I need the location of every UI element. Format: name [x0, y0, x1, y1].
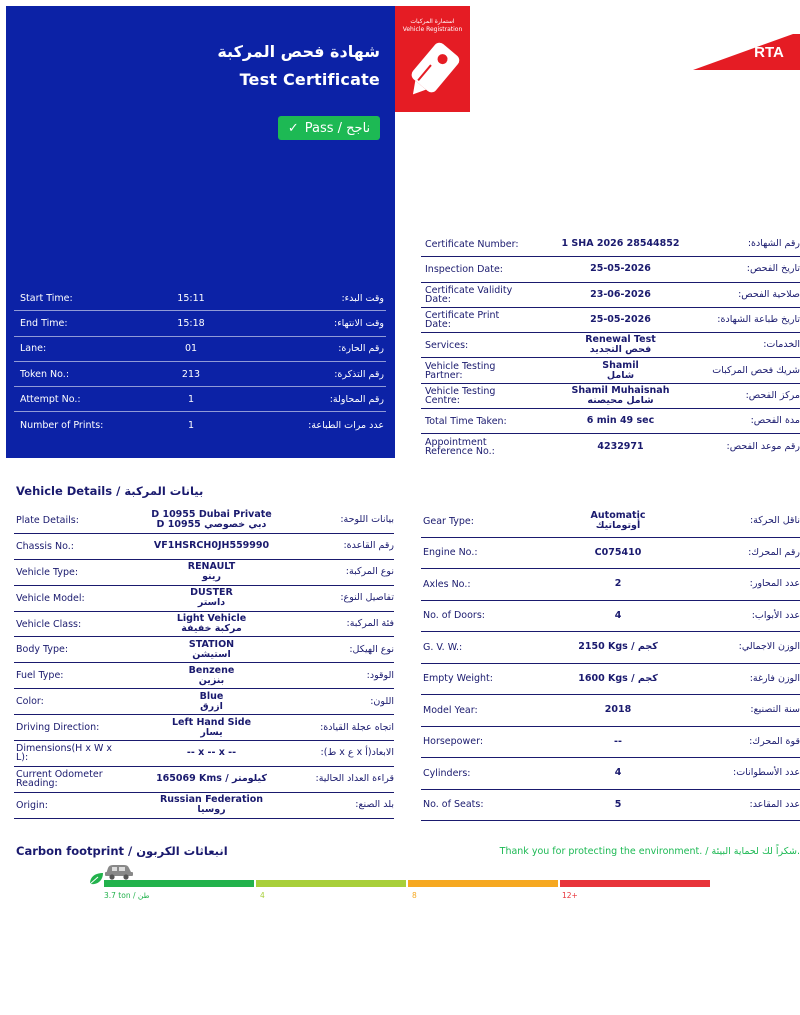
vehicle-detail-label: Body Type:: [16, 644, 69, 656]
certificate-info-row: [421, 232, 800, 257]
vehicle-detail-row: [14, 715, 394, 741]
certificate-info-list: [421, 232, 800, 460]
vehicle-detail-row: [14, 560, 394, 586]
certificate-info-label: Vehicle Testing Centre:: [425, 385, 496, 406]
vehicle-detail-row: [14, 612, 394, 638]
certificate-info-value: [521, 386, 700, 406]
carbon-scale-8: 8: [412, 891, 417, 900]
vehicle-detail-row: [421, 727, 800, 759]
vr-logo-english: Vehicle Registration: [402, 26, 463, 33]
title-english: Test Certificate: [239, 70, 380, 89]
vehicle-detail-value-ar: ازرق: [200, 700, 223, 712]
vehicle-detail-value-en: D 10955 Dubai Private: [151, 509, 272, 521]
certificate-info-label-ar: صلاحية الفحص:: [738, 288, 800, 300]
key-tag-icon: [403, 42, 463, 104]
certificate-info-value-en: 6 min 49 sec: [586, 415, 655, 427]
certificate-info-label: Services:: [425, 339, 469, 351]
vehicle-detail-value-en: 1600 Kgs / كجم: [578, 672, 658, 684]
certificate-info-label: Certificate Number:: [425, 238, 519, 250]
certificate-info-value: [521, 315, 700, 325]
test-info-value: 15:11: [177, 292, 205, 304]
check-icon: ✓: [287, 120, 299, 136]
vehicle-detail-value-ar: مركبة خفيفة: [181, 623, 242, 634]
vehicle-detail-label: Vehicle Class:: [16, 618, 82, 630]
vehicle-detail-label: Cylinders:: [423, 767, 471, 779]
vehicle-detail-label-ar: عدد الأبواب:: [751, 609, 800, 621]
carbon-value-label: 3.7 ton / طن: [104, 891, 150, 900]
carbon-footprint-title: Carbon footprint / انبعاثات الكربون: [16, 844, 228, 858]
vehicle-detail-label: No. of Doors:: [423, 610, 485, 622]
certificate-info-value-ar: شامل محيصنه: [587, 394, 654, 406]
certificate-info-label: Total Time Taken:: [425, 415, 507, 427]
vehicle-detail-label-ar: بلد الصنع:: [355, 799, 394, 811]
vehicle-detail-value: [114, 774, 299, 784]
carbon-scale-4: 4: [260, 891, 265, 900]
vr-logo-arabic: استمارة المركبات: [410, 18, 455, 25]
certificate-info-label: Vehicle Testing Partner:: [425, 360, 496, 381]
vehicle-detail-value-en: -- x -- x --: [186, 747, 237, 759]
test-info-label-ar: رقم التذكرة:: [334, 368, 384, 380]
test-info-value: 15:18: [177, 317, 205, 329]
vehicle-detail-value: [114, 510, 299, 530]
vehicle-detail-label: Gear Type:: [423, 515, 474, 527]
carbon-bar-green: [104, 880, 254, 887]
vehicle-detail-value-en: VF1HSRCH0JH559990: [153, 540, 270, 552]
certificate-info-value: [521, 416, 700, 426]
rta-logo-text: RTA: [754, 44, 784, 61]
certificate-info-value-en: Renewal Test: [585, 334, 656, 346]
certificate-info-value: [521, 442, 700, 452]
vehicle-detail-label-ar: تفاصيل النوع:: [340, 592, 394, 604]
vehicle-detail-value-ar: استيشن: [192, 648, 231, 660]
vehicle-detail-value: [114, 748, 299, 758]
certificate-info-value: [521, 335, 700, 355]
certificate-info-row: [421, 409, 800, 434]
vehicle-detail-value-en: RENAULT: [187, 561, 236, 573]
vehicle-detail-row: [421, 790, 800, 822]
vehicle-detail-label-ar: نوع المركبة:: [345, 566, 394, 578]
vehicle-detail-row: [14, 508, 394, 534]
vehicle-detail-value: [114, 666, 299, 686]
vehicle-detail-row: [14, 637, 394, 663]
test-info-label: End Time:: [20, 317, 68, 329]
vehicle-detail-row: [14, 767, 394, 793]
vehicle-detail-label: Vehicle Model:: [16, 592, 85, 604]
certificate-info-value-ar: فحص التجديد: [589, 344, 652, 356]
certificate-info-value: [521, 361, 700, 381]
vehicle-detail-value-en: Left Hand Side: [171, 716, 252, 728]
vehicle-details-left: [14, 508, 394, 819]
environment-thanks: Thank you for protecting the environment. / شكراً لك لحماية البيئة.: [499, 846, 800, 857]
test-info-label-ar: رقم المحاولة:: [329, 393, 384, 405]
vehicle-detail-label: Horsepower:: [423, 736, 484, 748]
vehicle-detail-value: [114, 541, 299, 551]
vehicle-detail-value-en: --: [614, 735, 622, 747]
vehicle-detail-value: [521, 674, 705, 684]
vehicle-detail-label-ar: قوة المحرك:: [749, 735, 800, 747]
certificate-info-value: [521, 239, 700, 249]
vehicle-detail-value-en: C075410: [594, 546, 642, 558]
vehicle-detail-row: [14, 793, 394, 819]
vehicle-detail-value-en: 165069 Kms / كيلومتر: [156, 773, 267, 785]
test-info-label-ar: وقت البدء:: [341, 292, 384, 304]
vehicle-detail-label-ar: قراءة العداد الحالية:: [315, 773, 394, 785]
vehicle-detail-value-en: STATION: [188, 638, 235, 650]
vehicle-detail-row: [421, 506, 800, 538]
vehicle-detail-value: [114, 718, 299, 738]
vehicle-detail-value: [114, 588, 299, 608]
carbon-bar-orange: [408, 880, 558, 887]
vehicle-detail-label-ar: نوع الهيكل:: [349, 643, 394, 655]
test-info-list: [14, 286, 386, 438]
vehicle-detail-value-ar: داستر: [197, 597, 226, 609]
certificate-info-label-ar: الخدمات:: [763, 339, 800, 351]
vehicle-detail-label: Driving Direction:: [16, 722, 100, 734]
vehicle-detail-row: [14, 586, 394, 612]
vehicle-detail-value-en: Blue: [199, 690, 224, 702]
certificate-info-label-ar: رقم موعد الفحص:: [726, 441, 800, 453]
vehicle-detail-label-ar: اللون:: [370, 695, 394, 707]
vehicle-detail-value: [521, 511, 705, 531]
test-info-label-ar: رقم الحارة:: [338, 343, 384, 355]
test-info-label: Start Time:: [20, 292, 73, 304]
vehicle-detail-row: [14, 534, 394, 560]
vehicle-detail-label: Dimensions(H x W x L):: [16, 743, 112, 764]
vehicle-detail-label-ar: عدد المحاور:: [749, 578, 800, 590]
vehicle-detail-label: Chassis No.:: [16, 540, 74, 552]
vehicle-detail-value: [114, 795, 299, 815]
test-info-row: [14, 387, 386, 412]
vehicle-detail-value-ar: D 10955 دبي خصوصي: [156, 519, 267, 531]
vehicle-detail-row: [421, 695, 800, 727]
certificate-info-row: [421, 283, 800, 308]
certificate-info-value-en: 23-06-2026: [590, 288, 651, 300]
vehicle-detail-label-ar: اتجاه عجلة القيادة:: [320, 721, 394, 733]
certificate-info-label: Appointment Reference No.:: [425, 437, 495, 458]
test-info-row: [14, 286, 386, 311]
certificate-info-row: [421, 308, 800, 333]
test-info-label: Lane:: [20, 343, 47, 355]
vehicle-detail-label-ar: سنة التصنيع:: [750, 704, 800, 716]
vehicle-detail-label-ar: الوزن فارغة:: [749, 672, 800, 684]
vehicle-detail-value-en: 4: [614, 767, 622, 779]
vehicle-detail-value-en: Automatic: [590, 510, 646, 522]
vehicle-detail-row: [14, 689, 394, 715]
test-info-label: Number of Prints:: [20, 419, 104, 431]
car-icon: [104, 862, 134, 880]
vehicle-detail-value-en: 2: [614, 578, 622, 590]
result-badge-label: Pass / ناجح: [304, 120, 371, 136]
vehicle-detail-value-en: 2018: [604, 704, 632, 716]
vehicle-detail-label-ar: الوزن الاجمالي:: [738, 641, 800, 653]
test-info-value: 213: [181, 368, 201, 380]
certificate-info-label-ar: رقم الشهادة:: [747, 238, 800, 250]
vehicle-detail-value-ar: بنزين: [198, 674, 225, 686]
certificate-info-value-en: 25-05-2026: [590, 263, 651, 275]
vehicle-detail-value-en: 2150 Kgs / كجم: [578, 641, 658, 653]
title-arabic: شهادة فحص المركبة: [217, 42, 380, 61]
test-info-row: [14, 362, 386, 387]
vehicle-detail-value-en: Benzene: [188, 664, 235, 676]
vehicle-detail-label: Engine No.:: [423, 547, 478, 559]
vehicle-detail-value: [521, 800, 705, 810]
certificate-info-value: [521, 290, 700, 300]
rta-logo: [693, 30, 800, 74]
vehicle-detail-value: [521, 611, 705, 621]
vehicle-detail-label: Origin:: [16, 799, 48, 811]
test-info-value: 01: [184, 343, 198, 355]
vehicle-detail-label: Axles No.:: [423, 578, 471, 590]
vehicle-detail-row: [14, 663, 394, 689]
certificate-info-label: Certificate Validity Date:: [425, 284, 513, 305]
vehicle-detail-label: Color:: [16, 696, 44, 708]
vehicle-detail-label-ar: الوقود:: [366, 669, 394, 681]
vehicle-detail-value-en: 5: [614, 798, 622, 810]
certificate-info-row: [421, 333, 800, 358]
vehicle-detail-value-en: DUSTER: [190, 587, 233, 599]
vehicle-registration-logo: [395, 6, 470, 112]
vehicle-detail-value: [521, 737, 705, 747]
vehicle-details-right: [421, 506, 800, 821]
vehicle-detail-label: Plate Details:: [16, 514, 79, 526]
vehicle-detail-label: Empty Weight:: [423, 673, 493, 685]
vehicle-detail-label: No. of Seats:: [423, 799, 484, 811]
certificate-info-label: Certificate Print Date:: [425, 310, 500, 331]
vehicle-detail-value: [521, 768, 705, 778]
test-info-row: [14, 337, 386, 362]
certificate-info-value: [521, 264, 700, 274]
vehicle-detail-row: [14, 741, 394, 767]
certificate-info-value-en: 25-05-2026: [590, 314, 651, 326]
vehicle-detail-value-ar: رينو: [202, 571, 221, 583]
certificate-info-value-ar: شامل: [606, 369, 635, 381]
certificate-info-label-ar: تاريخ طباعة الشهادة:: [717, 314, 800, 326]
certificate-info-label-ar: مركز الفحص:: [745, 389, 800, 401]
certificate-info-value-en: 4232971: [597, 441, 644, 453]
test-info-row: [14, 412, 386, 437]
vehicle-detail-row: [421, 569, 800, 601]
vehicle-detail-value-en: 4: [614, 609, 622, 621]
vehicle-detail-label-ar: بيانات اللوحة:: [340, 514, 394, 526]
certificate-info-row: [421, 358, 800, 383]
test-info-label: Token No.:: [20, 368, 70, 380]
vehicle-detail-label-ar: ناقل الحركة:: [749, 515, 800, 527]
vehicle-detail-value: [521, 705, 705, 715]
certificate-info-row: [421, 257, 800, 282]
certificate-info-label-ar: شريك فحص المركبات: [712, 364, 800, 376]
vehicle-detail-label: G. V. W.:: [423, 641, 463, 653]
vehicle-detail-label: Current Odometer Reading:: [16, 769, 103, 790]
vehicle-detail-value-ar: روسيا: [197, 804, 226, 816]
vehicle-detail-value-ar: يسار: [200, 726, 223, 738]
vehicle-detail-label-ar: الابعاد(أ x ع x ط):: [320, 747, 394, 759]
vehicle-detail-row: [421, 664, 800, 696]
certificate-info-value-en: Shamil Muhaisnah: [571, 384, 670, 396]
certificate-info-value-en: 1 SHA 2026 28544852: [561, 238, 680, 250]
certificate-info-row: [421, 434, 800, 459]
vehicle-detail-value: [521, 548, 705, 558]
certificate-info-value-en: Shamil: [602, 359, 639, 371]
test-info-row: [14, 311, 386, 336]
vehicle-detail-row: [421, 632, 800, 664]
vehicle-detail-value: [114, 614, 299, 634]
vehicle-detail-label-ar: رقم المحرك:: [748, 546, 800, 558]
vehicle-detail-label-ar: رقم القاعدة:: [343, 540, 394, 552]
certificate-info-label-ar: تاريخ الفحص:: [746, 263, 800, 275]
carbon-scale-12: 12+: [562, 891, 578, 900]
vehicle-detail-label-ar: فئة المركبة:: [346, 618, 394, 629]
vehicle-detail-label: Model Year:: [423, 704, 478, 716]
carbon-bar-red: [560, 880, 710, 887]
test-info-label-ar: وقت الانتهاء:: [334, 317, 384, 329]
vehicle-detail-value: [521, 579, 705, 589]
vehicle-detail-value-en: Light Vehicle: [176, 613, 247, 624]
test-info-label-ar: عدد مرات الطباعة:: [308, 419, 384, 431]
certificate-info-label: Inspection Date:: [425, 263, 503, 275]
vehicle-detail-row: [421, 538, 800, 570]
vehicle-detail-row: [421, 758, 800, 790]
vehicle-detail-label-ar: عدد المقاعد:: [749, 798, 800, 810]
test-summary-panel: [6, 6, 395, 458]
test-info-value: 1: [187, 393, 195, 405]
vehicle-detail-row: [421, 601, 800, 633]
carbon-bar-yellow: [256, 880, 406, 887]
result-badge: [278, 116, 380, 140]
vehicle-detail-value: [114, 640, 299, 660]
test-info-value: 1: [187, 419, 195, 431]
vehicle-detail-value: [114, 692, 299, 712]
vehicle-detail-label-ar: عدد الأسطوانات:: [733, 767, 800, 779]
vehicle-detail-value-en: Russian Federation: [159, 794, 264, 806]
certificate-info-row: [421, 384, 800, 409]
vehicle-details-title: Vehicle Details / بيانات المركبة: [16, 484, 204, 498]
certificate-info-label-ar: مدة الفحص:: [750, 415, 800, 427]
vehicle-detail-label: Vehicle Type:: [16, 566, 79, 578]
vehicle-detail-label: Fuel Type:: [16, 670, 64, 682]
test-info-label: Attempt No.:: [20, 393, 81, 405]
vehicle-detail-value: [521, 642, 705, 652]
vehicle-detail-value: [114, 562, 299, 582]
vehicle-detail-value-ar: أوتوماتيك: [595, 520, 641, 532]
leaf-icon: [88, 872, 104, 886]
